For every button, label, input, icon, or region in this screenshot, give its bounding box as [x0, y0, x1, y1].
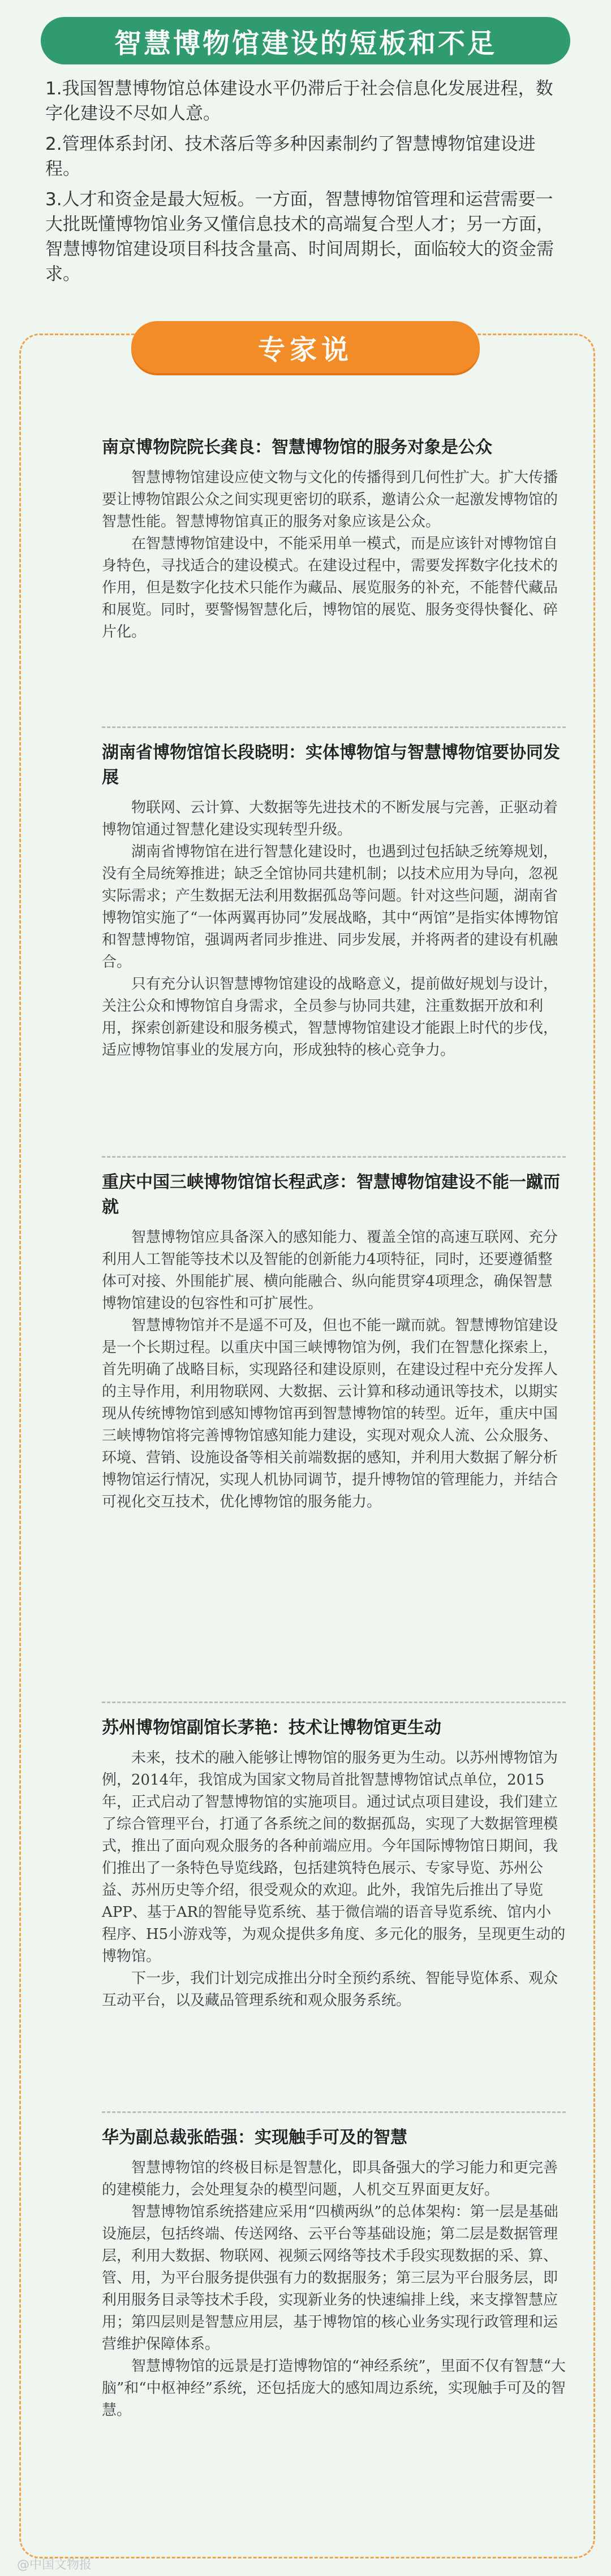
expert-badge-label: 专家说 — [257, 334, 353, 366]
expert-section-hunan — [102, 741, 566, 1062]
section-paragraph: 下一步，我们计划完成推出分时全预约系统、智能导览体系、观众互动平台，以及藏品管理系统和观众服务系统。 — [102, 1970, 558, 2009]
section-paragraph: 物联网、云计算、大数据等先进技术的不断发展与完善，正驱动着博物馆通过智慧化建设实现转型升级。 — [102, 799, 558, 838]
intro-item: 1.我国智慧博物馆总体建设水平仍滞后于社会信息化发展进程，数字化建设不尽如人意。 — [45, 79, 553, 124]
expert-section-suzhou — [102, 1716, 566, 2012]
section-paragraph: 智慧博物馆应具备深入的感知能力、覆盖全馆的高速互联网、充分利用人工智能等技术以及智能的创新能力4项特征，同时，还要遵循整体可对接、外围能扩展、横向能融合、纵向能贯穿4项理念，确保智慧博物馆建设的包容性和可扩展性。 — [102, 1229, 558, 1312]
section-divider — [102, 1702, 566, 1703]
section-paragraph: 在智慧博物馆建设中，不能采用单一模式，而是应该针对博物馆自身特色，寻找适合的建设模式。在建设过程中，需要发挥数字化技术的作用，但是数字化技术只能作为藏品、展览服务的补充，不能替代藏品和展览。同时，要警惕智慧化后，博物馆的展览、服务变得快餐化、碎片化。 — [102, 535, 558, 640]
section-paragraph: 智慧博物馆的终极目标是智慧化，即具备强大的学习能力和更完善的建模能力，会处理复杂的模型问题，人机交互界面更友好。 — [102, 2159, 558, 2198]
section-title: 重庆中国三峡博物馆馆长程武彦：智慧博物馆建设不能一蹴而就 — [102, 1172, 560, 1217]
title-banner — [41, 17, 570, 64]
banner-title: 智慧博物馆建设的短板和不足 — [114, 27, 497, 59]
section-paragraph: 湖南省博物馆在进行智慧化建设时，也遇到过包括缺乏统筹规划，没有全局统筹推进；缺乏全馆协同共建机制；以技术应用为导向，忽视实际需求；产生数据无法利用数据孤岛等问题。针对这些问题，湖南省博物馆实施了“一体两翼再协同”发展战略，其中“两馆”是指实体博物馆和智慧博物馆，强调两者同步推进、同步发展，并将两者的建设有机融合。 — [102, 843, 559, 971]
section-paragraph: 智慧博物馆并不是遥不可及，但也不能一蹴而就。智慧博物馆建设是一个长期过程。以重庆中国三峡博物馆为例，我们在智慧化探索上，首先明确了战略目标，实现路径和建设原则，在建设过程中充分发挥人的主导作用，利用物联网、大数据、云计算和移动通讯等技术，以期实现从传统博物馆到感知博物馆再到智慧博物馆的转型。近年，重庆中国三峡博物馆将完善博物馆感知能力建设，实现对观众人流、公众服务、环境、营销、设施设备等相关前端数据的感知，并利用大数据了解分析博物馆运行情况，实现人机协同调节，提升博物馆的管理能力，并结合可视化交互技术，优化博物馆的服务能力。 — [102, 1317, 558, 1510]
expert-section-chongqing — [102, 1170, 566, 1513]
intro-item: 3.人才和资金是最大短板。一方面，智慧博物馆管理和运营需要一大批既懂博物馆业务又懂信息技术的高端复合型人才；另一方面，智慧博物馆建设项目科技含量高、时间周期长，面临较大的资金需求。 — [45, 189, 554, 284]
intro-list — [45, 76, 566, 292]
section-divider — [102, 726, 566, 728]
section-paragraph: 未来，技术的融入能够让博物馆的服务更为生动。以苏州博物馆为例，2014年，我馆成为国家文物局首批智慧博物馆试点单位，2015年，正式启动了智慧博物馆的实施项目。通过试点项目建设，我们建立了综合管理平台，打通了各系统之间的数据孤岛，实现了大数据管理模式，推出了面向观众服务的各种前端应用。今年国际博物馆日期间，我们推出了一条特色导览线路，包括建筑特色展示、专家导览、苏州公益、苏州历史等介绍，很受观众的欢迎。此外，我馆先后推出了导览APP、基于AR的智能导览系统、基于微信端的语音导览系统、馆内小程序、H5小游戏等，为观众提供多角度、多元化的服务，呈现更生动的博物馆。 — [102, 1750, 566, 1965]
expert-section-huawei — [102, 2125, 566, 2422]
section-divider — [102, 2111, 566, 2113]
section-title: 湖南省博物馆馆长段晓明：实体博物馆与智慧博物馆要协同发展 — [102, 743, 560, 787]
section-paragraph: 智慧博物馆系统搭建应采用“四横两纵”的总体架构：第一层是基础设施层，包括终端、传送网络、云平台等基础设施；第二层是数据管理层，利用大数据、物联网、视频云网络等技术手段实现数据的采、算、管、用，为平台服务提供强有力的数据服务；第三层为平台服务层，即利用服务目录等技术手段，实现新业务的快速编排上线，来支撑智慧应用；第四层则是智慧应用层，基于博物馆的核心业务实现行政管理和运营维护保障体系。 — [102, 2203, 558, 2353]
section-title: 南京博物院院长龚良：智慧博物馆的服务对象是公众 — [102, 438, 492, 457]
expert-badge — [131, 321, 480, 373]
section-paragraph: 智慧博物馆建设应使文物与文化的传播得到几何性扩大。扩大传播要让博物馆跟公众之间实现更密切的联系，邀请公众一起激发博物馆的智慧性能。智慧博物馆真正的服务对象应该是公众。 — [102, 469, 558, 530]
section-divider — [102, 1156, 566, 1158]
watermark: @中国文物报 — [17, 2558, 92, 2572]
section-title: 苏州博物馆副馆长茅艳：技术让博物馆更生动 — [102, 1718, 441, 1738]
section-paragraph: 智慧博物馆的远景是打造博物馆的“神经系统”，里面不仅有智慧“大脑”和“中枢神经”系统，还包括庞大的感知周边系统，实现触手可及的智慧。 — [102, 2358, 566, 2419]
section-title: 华为副总裁张皓强：实现触手可及的智慧 — [102, 2128, 407, 2148]
expert-section-nanjing — [102, 435, 566, 643]
section-paragraph: 只有充分认识智慧博物馆建设的战略意义，提前做好规划与设计，关注公众和博物馆自身需求，全员参与协同共建，注重数据开放和利用，探索创新建设和服务模式，智慧博物馆建设才能跟上时代的步伐，适应博物馆事业的发展方向，形成独特的核心竞争力。 — [102, 976, 558, 1059]
intro-item: 2.管理体系封闭、技术落后等多种因素制约了智慧博物馆建设进程。 — [45, 134, 536, 179]
